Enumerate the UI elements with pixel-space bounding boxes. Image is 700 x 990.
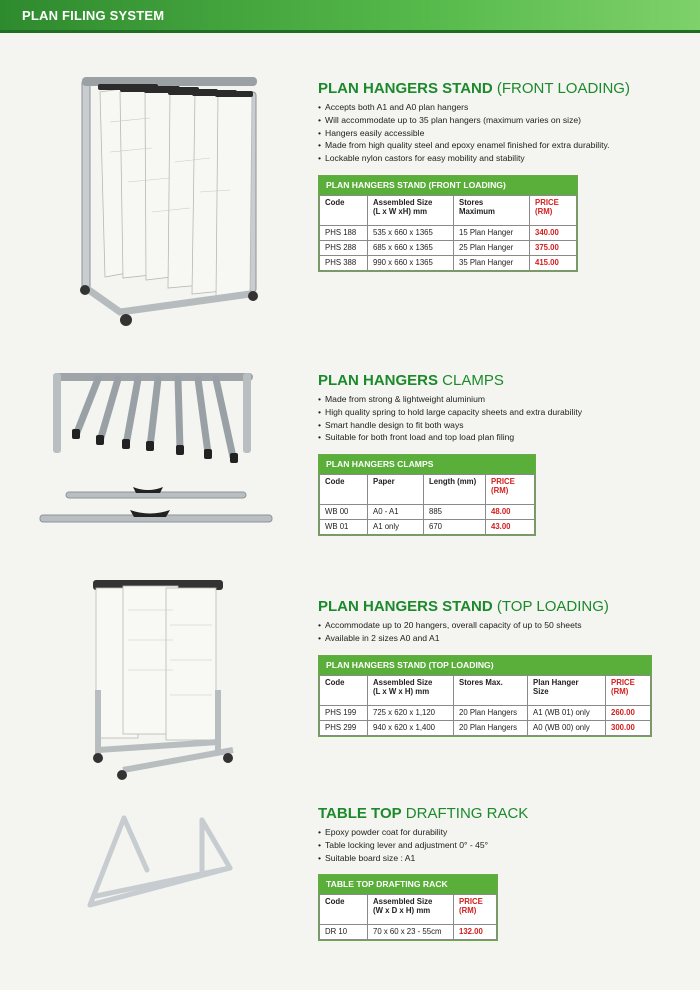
list-item: • Accommodate up to 20 hangers, overall capacity of up to 50 sheets bbox=[318, 619, 652, 632]
table-row: DR 10 70 x 60 x 23 - 55cm 132.00 bbox=[320, 925, 497, 940]
price-table bbox=[318, 175, 578, 272]
column-header: Plan Hanger Size bbox=[528, 675, 606, 705]
section-clamps bbox=[318, 372, 582, 536]
column-header: Paper bbox=[368, 475, 424, 505]
table-row: PHS 299 940 x 620 x 1,400 20 Plan Hangers A0 (WB 00) only 300.00 bbox=[320, 720, 651, 735]
page-title: PLAN FILING SYSTEM bbox=[22, 8, 165, 23]
feature-list bbox=[318, 619, 652, 645]
list-item: • Epoxy powder coat for durability bbox=[318, 826, 528, 839]
table-header-row bbox=[320, 895, 497, 925]
section-title: PLAN HANGERS CLAMPS bbox=[318, 372, 504, 389]
table-header-row bbox=[320, 675, 651, 705]
column-header: PRICE (RM) bbox=[454, 895, 497, 925]
list-item: • High quality spring to hold large capacity sheets and extra durability bbox=[318, 406, 582, 419]
table-title: TABLE TOP DRAFTING RACK bbox=[319, 875, 497, 894]
price-cell: 415.00 bbox=[530, 255, 577, 270]
price-table bbox=[318, 874, 498, 941]
column-header: PRICE (RM) bbox=[530, 195, 577, 225]
drafting-rack-image bbox=[72, 810, 242, 920]
table-header-row bbox=[320, 195, 577, 225]
section-front-loading bbox=[318, 80, 630, 272]
feature-list bbox=[318, 393, 582, 444]
table-title: PLAN HANGERS CLAMPS bbox=[319, 455, 535, 474]
list-item: • Available in 2 sizes A0 and A1 bbox=[318, 632, 652, 645]
column-header: Code bbox=[320, 675, 368, 705]
table-row: PHS 288 685 x 660 x 1365 25 Plan Hanger 375.00 bbox=[320, 240, 577, 255]
column-header: PRICE (RM) bbox=[606, 675, 651, 705]
price-table bbox=[318, 655, 652, 737]
top-loading-stand-image bbox=[78, 570, 243, 785]
list-item: • Table locking lever and adjustment 0° - 45° bbox=[318, 839, 528, 852]
header-bar bbox=[0, 0, 700, 30]
list-item: • Smart handle design to fit both ways bbox=[318, 419, 582, 432]
table-row: WB 01 A1 only 670 43.00 bbox=[320, 520, 535, 535]
column-header: PRICE (RM) bbox=[486, 475, 535, 505]
table-row: PHS 388 990 x 660 x 1365 35 Plan Hanger 415.00 bbox=[320, 255, 577, 270]
column-header: Code bbox=[320, 195, 368, 225]
list-item: • Accepts both A1 and A0 plan hangers bbox=[318, 101, 630, 114]
list-item: • Made from high quality steel and epoxy enamel finished for extra durability. bbox=[318, 139, 630, 152]
column-header: Assembled Size (L x W xH) mm bbox=[368, 195, 454, 225]
column-header: Stores Max. bbox=[454, 675, 528, 705]
price-cell: 260.00 bbox=[606, 705, 651, 720]
column-header: Assembled Size (L x W x H) mm bbox=[368, 675, 454, 705]
column-header: Assembled Size (W x D x H) mm bbox=[368, 895, 454, 925]
front-loading-stand-image bbox=[60, 62, 275, 332]
list-item: • Will accommodate up to 35 plan hangers (maximum varies on size) bbox=[318, 114, 630, 127]
table-title: PLAN HANGERS STAND (TOP LOADING) bbox=[319, 656, 651, 675]
column-header: Stores Maximum bbox=[454, 195, 530, 225]
header-rule bbox=[0, 30, 700, 33]
price-cell: 43.00 bbox=[486, 520, 535, 535]
table-title: PLAN HANGERS STAND (FRONT LOADING) bbox=[319, 176, 577, 195]
table-header-row bbox=[320, 475, 535, 505]
section-drafting-rack bbox=[318, 805, 528, 941]
feature-list bbox=[318, 101, 630, 165]
list-item: • Suitable board size : A1 bbox=[318, 852, 528, 865]
list-item: • Suitable for both front load and top load plan filing bbox=[318, 431, 582, 444]
price-table bbox=[318, 454, 536, 536]
price-cell: 340.00 bbox=[530, 225, 577, 240]
section-title: PLAN HANGERS STAND (TOP LOADING) bbox=[318, 598, 609, 615]
column-header: Length (mm) bbox=[424, 475, 486, 505]
price-cell: 375.00 bbox=[530, 240, 577, 255]
price-cell: 48.00 bbox=[486, 505, 535, 520]
price-cell: 132.00 bbox=[454, 925, 497, 940]
column-header: Code bbox=[320, 475, 368, 505]
feature-list bbox=[318, 826, 528, 864]
column-header: Code bbox=[320, 895, 368, 925]
section-top-loading bbox=[318, 598, 652, 737]
list-item: • Hangers easily accessible bbox=[318, 127, 630, 140]
table-row: PHS 188 535 x 660 x 1365 15 Plan Hanger 340.00 bbox=[320, 225, 577, 240]
section-title: TABLE TOP DRAFTING RACK bbox=[318, 805, 529, 822]
price-cell: 300.00 bbox=[606, 720, 651, 735]
table-row: WB 00 A0 - A1 885 48.00 bbox=[320, 505, 535, 520]
plan-hangers-clamps-image bbox=[38, 365, 278, 530]
section-title: PLAN HANGERS STAND (FRONT LOADING) bbox=[318, 80, 630, 97]
table-row: PHS 199 725 x 620 x 1,120 20 Plan Hangers A1 (WB 01) only 260.00 bbox=[320, 705, 651, 720]
list-item: • Made from strong & lightweight aluminium bbox=[318, 393, 582, 406]
list-item: • Lockable nylon castors for easy mobility and stability bbox=[318, 152, 630, 165]
